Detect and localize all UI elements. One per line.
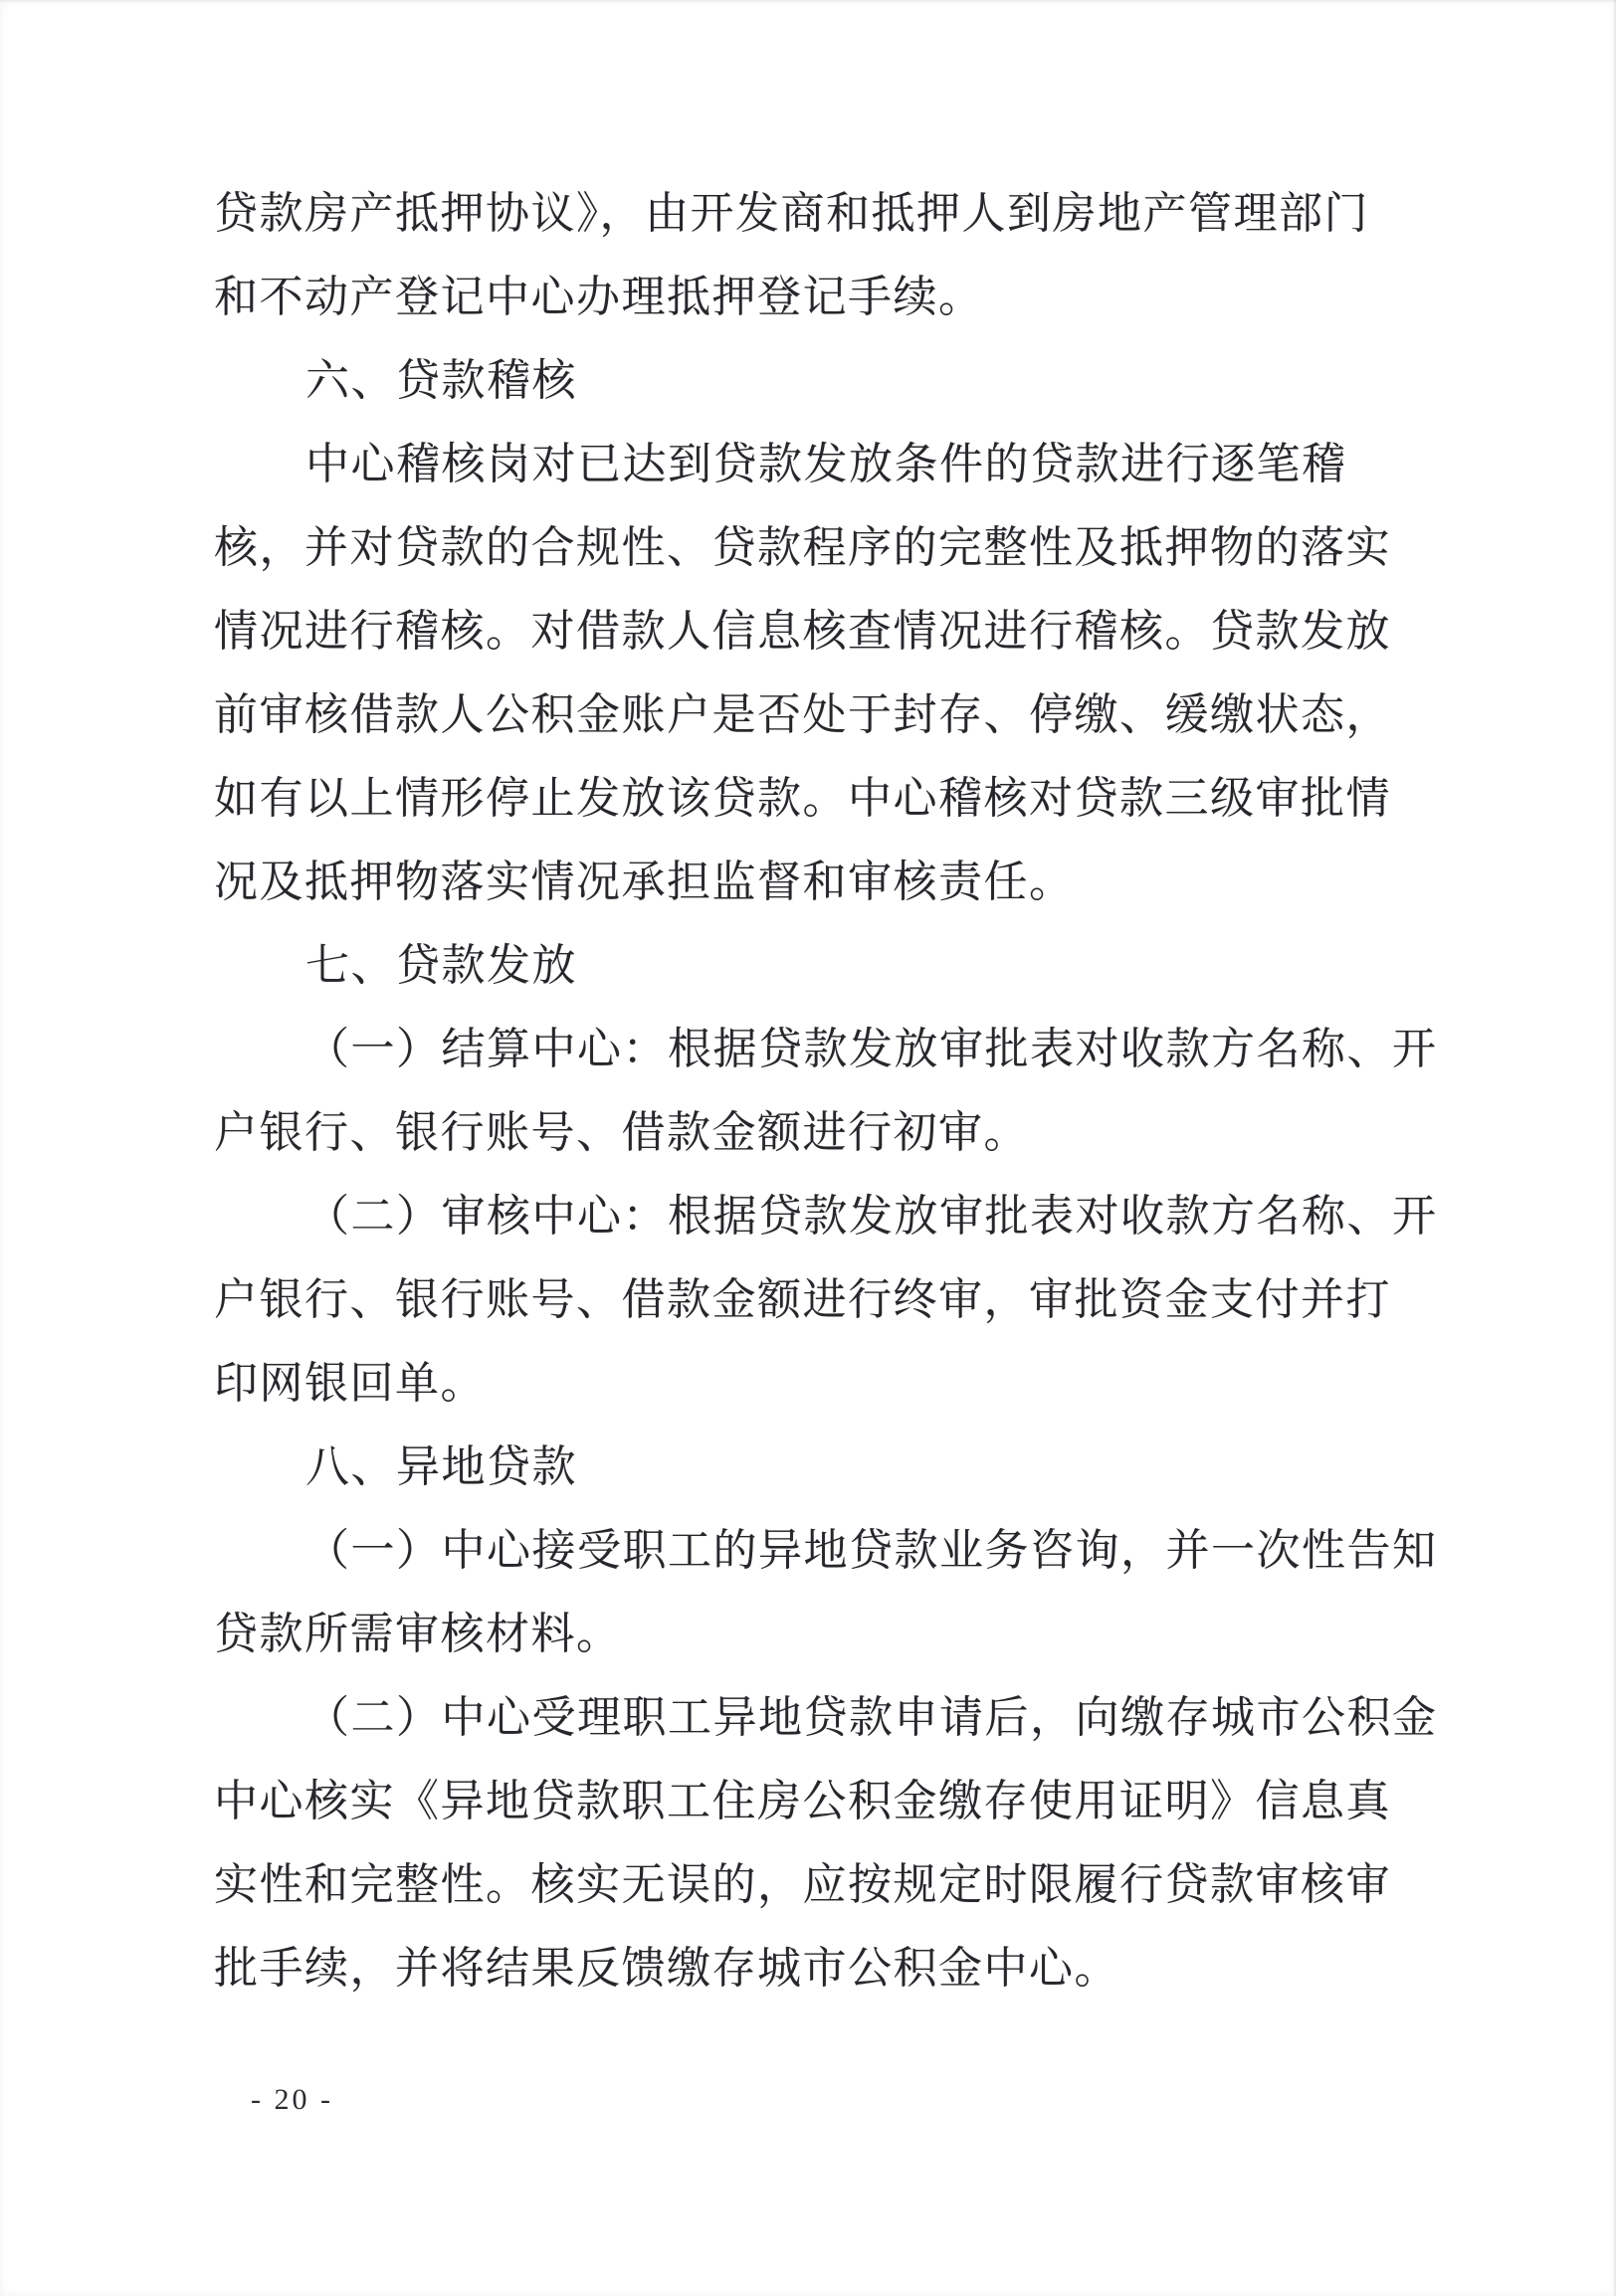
body-text-line: 批手续，并将结果反馈缴存城市公积金中心。 bbox=[214, 1944, 1119, 1993]
document-text-block bbox=[214, 172, 1438, 2010]
section-heading: 七、贷款发放 bbox=[305, 941, 577, 990]
page-number: - 20 - bbox=[251, 2083, 333, 2116]
body-text-line: 户银行、银行账号、借款金额进行初审。 bbox=[214, 1108, 1029, 1157]
body-text-line: 印网银回单。 bbox=[214, 1359, 486, 1408]
body-text-line: （一）结算中心：根据贷款发放审批表对收款方名称、开 bbox=[305, 1025, 1438, 1073]
body-text-line: 实性和完整性。核实无误的，应按规定时限履行贷款审核审 bbox=[214, 1860, 1391, 1909]
body-text-line: 情况进行稽核。对借款人信息核查情况进行稽核。贷款发放 bbox=[214, 607, 1391, 656]
body-text-line: 核，并对贷款的合规性、贷款程序的完整性及抵押物的落实 bbox=[214, 523, 1391, 572]
body-text-line: （一）中心接受职工的异地贷款业务咨询，并一次性告知 bbox=[305, 1526, 1438, 1575]
body-text-line: （二）审核中心：根据贷款发放审批表对收款方名称、开 bbox=[305, 1192, 1438, 1241]
body-text-line: （二）中心受理职工异地贷款申请后，向缴存城市公积金 bbox=[305, 1693, 1438, 1742]
body-text-line: 况及抵押物落实情况承担监督和审核责任。 bbox=[214, 858, 1075, 906]
body-text-line: 前审核借款人公积金账户是否处于封存、停缴、缓缴状态， bbox=[214, 690, 1391, 739]
body-text-line: 贷款房产抵押协议》，由开发商和抵押人到房地产管理部门 bbox=[214, 189, 1369, 238]
body-text-line: 如有以上情形停止发放该贷款。中心稽核对贷款三级审批情 bbox=[214, 774, 1391, 823]
body-text-line: 贷款所需审核材料。 bbox=[214, 1610, 622, 1658]
body-text-line: 户银行、银行账号、借款金额进行终审，审批资金支付并打 bbox=[214, 1275, 1391, 1324]
body-text-line: 中心稽核岗对已达到贷款发放条件的贷款进行逐笔稽 bbox=[305, 440, 1347, 488]
section-heading: 八、异地贷款 bbox=[305, 1442, 577, 1491]
body-text-line: 中心核实《异地贷款职工住房公积金缴存使用证明》信息真 bbox=[214, 1777, 1391, 1825]
body-text-line: 和不动产登记中心办理抵押登记手续。 bbox=[214, 273, 984, 321]
scan-edge-artifact-top bbox=[0, 0, 1616, 3]
section-heading: 六、贷款稽核 bbox=[305, 356, 577, 405]
